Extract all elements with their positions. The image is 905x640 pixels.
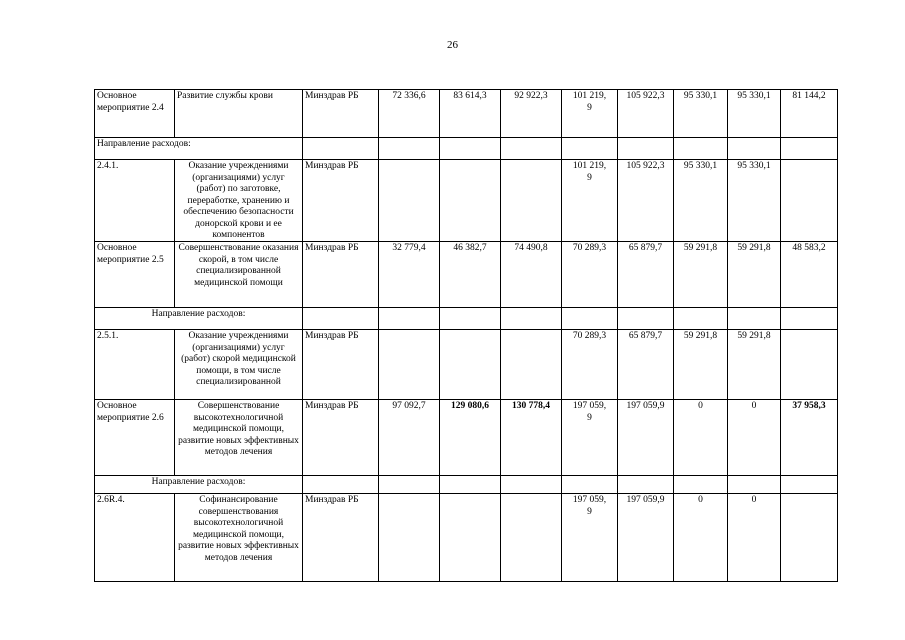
value-cell <box>501 330 562 400</box>
value-cell: 59 291,8 <box>728 330 781 400</box>
value-cell: 46 382,7 <box>440 242 501 308</box>
value-cell: 59 291,8 <box>728 242 781 308</box>
item-row <box>95 330 838 400</box>
empty-cell <box>674 138 728 160</box>
row-code: Основное мероприятие 2.4 <box>95 90 175 138</box>
row-executor: Минздрав РБ <box>303 330 379 400</box>
value-cell <box>781 160 838 242</box>
value-cell <box>501 494 562 582</box>
value-cell: 59 291,8 <box>674 330 728 400</box>
value-cell: 81 144,2 <box>781 90 838 138</box>
value-cell: 0 <box>728 494 781 582</box>
value-cell: 101 219, 9 <box>562 160 618 242</box>
value-cell: 130 778,4 <box>501 400 562 476</box>
empty-cell <box>618 476 674 494</box>
value-cell <box>379 330 440 400</box>
page-number: 26 <box>447 39 458 51</box>
row-executor: Минздрав РБ <box>303 242 379 308</box>
direction-row <box>95 138 838 160</box>
event-row <box>95 400 838 476</box>
empty-cell <box>562 138 618 160</box>
row-executor: Минздрав РБ <box>303 160 379 242</box>
empty-cell <box>618 308 674 330</box>
value-cell: 0 <box>674 400 728 476</box>
empty-cell <box>379 138 440 160</box>
value-cell <box>781 494 838 582</box>
value-cell: 48 583,2 <box>781 242 838 308</box>
value-cell: 0 <box>674 494 728 582</box>
direction-label: Направление расходов: <box>95 138 303 160</box>
empty-cell <box>303 308 379 330</box>
row-executor: Минздрав РБ <box>303 400 379 476</box>
item-row <box>95 494 838 582</box>
empty-cell <box>379 308 440 330</box>
direction-label: Направление расходов: <box>95 476 303 494</box>
budget-table <box>94 89 838 582</box>
direction-row <box>95 308 838 330</box>
value-cell: 70 289,3 <box>562 242 618 308</box>
row-name: Оказание учреждениями (организациями) услуг (работ) скорой медицинской помощи, в том числе специализированной <box>175 330 303 400</box>
value-cell: 32 779,4 <box>379 242 440 308</box>
value-cell: 197 059, 9 <box>562 494 618 582</box>
value-cell: 95 330,1 <box>674 90 728 138</box>
empty-cell <box>501 476 562 494</box>
empty-cell <box>728 138 781 160</box>
value-cell: 0 <box>728 400 781 476</box>
value-cell: 105 922,3 <box>618 160 674 242</box>
row-code: 2.4.1. <box>95 160 175 242</box>
event-row <box>95 90 838 138</box>
empty-cell <box>440 308 501 330</box>
row-name: Оказание учреждениями (организациями) услуг (работ) по заготовке, переработке, хранению и обеспечению безопасности донорской крови и ее компонентов <box>175 160 303 242</box>
empty-cell <box>562 476 618 494</box>
empty-cell <box>618 138 674 160</box>
row-executor: Минздрав РБ <box>303 494 379 582</box>
event-row <box>95 242 838 308</box>
value-cell <box>501 160 562 242</box>
value-cell: 197 059,9 <box>618 494 674 582</box>
empty-cell <box>501 308 562 330</box>
value-cell: 65 879,7 <box>618 330 674 400</box>
row-code: 2.6R.4. <box>95 494 175 582</box>
empty-cell <box>674 308 728 330</box>
value-cell: 70 289,3 <box>562 330 618 400</box>
empty-cell <box>728 476 781 494</box>
row-name: Совершенствование высокотехнологичной медицинской помощи, развитие новых эффективных методов лечения <box>175 400 303 476</box>
value-cell: 74 490,8 <box>501 242 562 308</box>
empty-cell <box>674 476 728 494</box>
value-cell <box>440 330 501 400</box>
value-cell <box>440 494 501 582</box>
empty-cell <box>303 476 379 494</box>
row-code: Основное мероприятие 2.5 <box>95 242 175 308</box>
value-cell: 95 330,1 <box>674 160 728 242</box>
value-cell: 105 922,3 <box>618 90 674 138</box>
value-cell: 197 059,9 <box>618 400 674 476</box>
value-cell: 197 059, 9 <box>562 400 618 476</box>
empty-cell <box>501 138 562 160</box>
value-cell: 65 879,7 <box>618 242 674 308</box>
row-code: Основное мероприятие 2.6 <box>95 400 175 476</box>
empty-cell <box>781 138 838 160</box>
empty-cell <box>440 476 501 494</box>
value-cell: 92 922,3 <box>501 90 562 138</box>
row-name: Софинансирование совершенствования высокотехнологичной медицинской помощи, развитие новых эффективных методов лечения <box>175 494 303 582</box>
value-cell: 129 080,6 <box>440 400 501 476</box>
value-cell: 101 219, 9 <box>562 90 618 138</box>
empty-cell <box>562 308 618 330</box>
value-cell: 72 336,6 <box>379 90 440 138</box>
value-cell: 83 614,3 <box>440 90 501 138</box>
empty-cell <box>781 476 838 494</box>
row-name: Совершенствование оказания скорой, в том числе специализированной медицинской помощи <box>175 242 303 308</box>
value-cell <box>781 330 838 400</box>
value-cell: 37 958,3 <box>781 400 838 476</box>
value-cell: 97 092,7 <box>379 400 440 476</box>
table-body <box>95 90 838 582</box>
item-row <box>95 160 838 242</box>
row-name: Развитие службы крови <box>175 90 303 138</box>
value-cell: 59 291,8 <box>674 242 728 308</box>
value-cell: 95 330,1 <box>728 160 781 242</box>
empty-cell <box>379 476 440 494</box>
direction-label: Направление расходов: <box>95 308 303 330</box>
value-cell <box>440 160 501 242</box>
value-cell <box>379 160 440 242</box>
value-cell <box>379 494 440 582</box>
row-code: 2.5.1. <box>95 330 175 400</box>
row-executor: Минздрав РБ <box>303 90 379 138</box>
value-cell: 95 330,1 <box>728 90 781 138</box>
empty-cell <box>728 308 781 330</box>
empty-cell <box>440 138 501 160</box>
empty-cell <box>303 138 379 160</box>
empty-cell <box>781 308 838 330</box>
direction-row <box>95 476 838 494</box>
